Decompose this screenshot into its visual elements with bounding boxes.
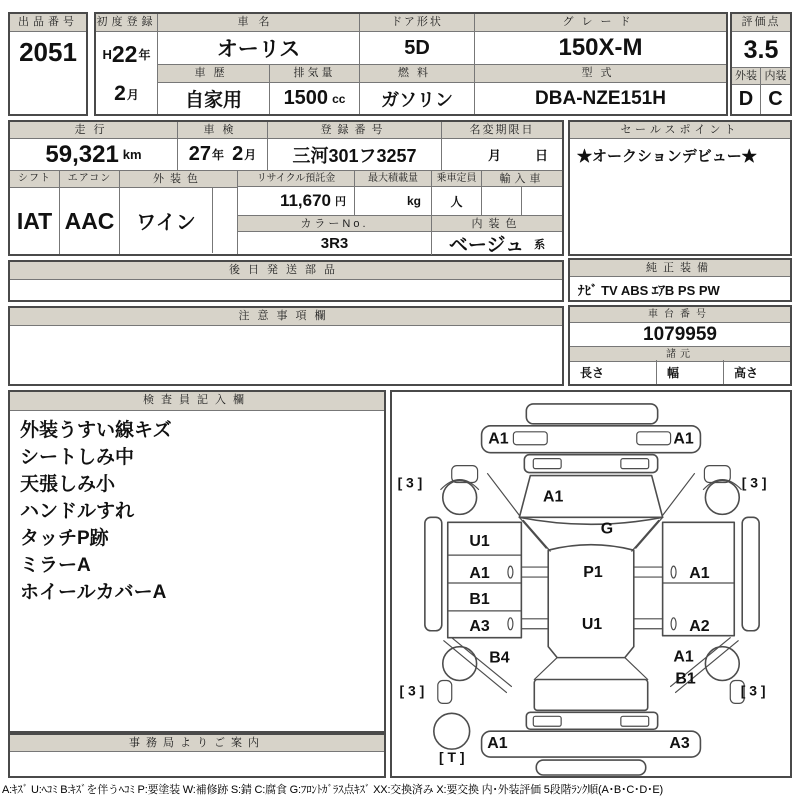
specs-label: 諸元: [570, 346, 790, 362]
rear-wheel-left: [443, 481, 477, 515]
capacity-label: 乗車定員: [432, 171, 482, 187]
inspector-note-line: ハンドルすれ: [20, 501, 135, 522]
damage-diagram-box: [390, 390, 792, 778]
door-handle: [508, 566, 513, 578]
damage-mark: G: [600, 520, 614, 538]
sales-point-label: セールスポイント: [570, 122, 790, 139]
rear-gate-strip: [524, 455, 657, 473]
damage-mark: [ 3 ]: [740, 682, 766, 699]
mileage-unit: km: [122, 147, 142, 162]
sales-point-value: ★オークションデビュー★: [577, 148, 757, 165]
registration-number-label: 登録番号: [268, 122, 441, 139]
exterior-color-subcell: [212, 187, 238, 253]
door-handle: [508, 618, 513, 630]
exterior-color-label: 外装色: [120, 171, 237, 188]
shift-label: シフト: [10, 171, 59, 188]
exterior-label: 外装: [732, 68, 761, 85]
front-bumper: [482, 731, 701, 757]
spec-length-label: 長さ: [570, 360, 657, 384]
fuel-cell: [360, 64, 475, 114]
name-change-label: 名変期限日: [442, 122, 562, 139]
fuel-value: ガソリン: [381, 89, 453, 110]
first-registration-cell: [96, 14, 158, 114]
score-box: [730, 12, 792, 116]
recycle-label: リサイクル預託金: [238, 171, 355, 187]
capacity-value: 人: [432, 187, 482, 215]
inspector-notes-box: [8, 390, 386, 733]
recycle-unit: 円: [335, 196, 346, 208]
rear-bumper: [482, 426, 701, 453]
rear-wheel-right: [705, 481, 739, 515]
score-label: 評価点: [732, 14, 790, 32]
color-number-value: 3R3: [238, 232, 432, 255]
import-label: 輸入車: [482, 171, 562, 187]
damage-mark: U1: [581, 615, 603, 633]
max-load-label: 最大積載量: [355, 171, 432, 187]
year-unit: 年: [138, 47, 151, 62]
import-subcell-right: [522, 187, 562, 215]
name-change-month: 月: [487, 148, 501, 163]
model-code-value: DBA-NZE151H: [535, 87, 666, 109]
interior-color-suffix: 系: [534, 238, 546, 251]
exterior-color-value: ワイン: [136, 211, 196, 234]
registration-block: [8, 120, 564, 256]
door-shape-cell: [360, 14, 475, 64]
car-history-label: 車歴: [158, 65, 269, 83]
lot-number-label: 出品番号: [10, 14, 86, 32]
first-registration-year: [96, 32, 157, 76]
score-subheader-row: [732, 67, 790, 84]
inspection-month-unit: 月: [244, 148, 257, 162]
color-number-label: カラーNo.: [238, 215, 432, 232]
door-handle: [671, 618, 676, 630]
fuel-label: 燃料: [360, 65, 474, 83]
cautions-label: 注意事項欄: [10, 308, 562, 326]
rear-plate-left: [513, 432, 547, 445]
interior-color-value: [432, 232, 562, 255]
first-registration-month-number: 2: [114, 82, 126, 105]
displacement-cell: [270, 64, 360, 114]
inspection-year-unit: 年: [212, 148, 225, 162]
lot-number-box: [8, 12, 88, 116]
side-sill-left: [425, 517, 442, 630]
inspection-year: 27: [188, 143, 212, 165]
score-value: 3.5: [743, 35, 779, 64]
spec-height-label: 高さ: [734, 365, 759, 380]
name-change-value: [442, 139, 562, 170]
aircon-cell: [60, 170, 120, 254]
car-name-value: オーリス: [216, 38, 301, 61]
damage-mark: A1: [543, 488, 564, 506]
mileage-number: 59,321: [45, 140, 119, 168]
car-history-cell: [158, 64, 270, 114]
roof-curve: [519, 517, 662, 524]
wheel-tab-left: [438, 680, 452, 703]
equipment-value: ﾅﾋﾞ TV ABS ｴｱB PS PW: [578, 283, 720, 298]
pillar-left: [519, 517, 550, 551]
exterior-color-cell: [120, 170, 238, 254]
damage-mark: A1: [673, 648, 694, 666]
front-lip: [536, 760, 645, 775]
max-load-value: kg: [355, 187, 432, 215]
damage-mark: A1: [469, 565, 490, 583]
displacement-value: [270, 83, 359, 114]
registration-number-cell: [268, 122, 442, 170]
interior-grade: C: [768, 88, 783, 110]
displacement-label: 排気量: [270, 65, 359, 83]
registration-number-value: 三河301フ3257: [292, 145, 417, 166]
sales-point-box: [568, 120, 792, 256]
mileage-label: 走行: [10, 122, 177, 139]
rear-window: [519, 476, 662, 518]
first-registration-label: 初度登録: [96, 14, 157, 32]
windshield: [534, 680, 647, 711]
damage-mark: A1: [689, 565, 710, 583]
inspector-note-line: ホイールカバーA: [20, 582, 167, 603]
damage-mark: A1: [488, 430, 509, 448]
rear-roof-strip: [526, 404, 657, 424]
damage-mark: A2: [689, 617, 710, 635]
car-name-cell: [158, 14, 360, 64]
displacement-unit: cc: [332, 91, 346, 106]
door-handle: [671, 566, 676, 578]
first-registration-year-number: 22: [111, 40, 138, 67]
inspection-label: 車検: [178, 122, 267, 139]
inspector-note-line: 天張しみ小: [20, 474, 116, 495]
lot-number-value: 2051: [19, 36, 77, 67]
model-code-cell: [475, 64, 726, 114]
interior-color-label: 内装色: [432, 215, 562, 232]
side-sill-right: [742, 517, 759, 630]
damage-mark: A1: [673, 430, 694, 448]
damage-mark: [ 3 ]: [397, 474, 423, 491]
quarter-line-right: [663, 474, 695, 516]
door-shape-value: 5D: [404, 36, 430, 59]
inspector-note-line: 外装うすい線キズ: [20, 420, 172, 441]
shift-value: IAT: [16, 207, 53, 234]
rear-plate-right: [637, 432, 671, 445]
model-code-label: 型式: [475, 65, 726, 83]
car-damage-diagram: [392, 392, 790, 776]
era-prefix: H: [102, 46, 112, 62]
interior-label: 内装: [761, 68, 790, 85]
interior-color-name: ベージュ: [448, 235, 525, 256]
cautions-box: [8, 306, 564, 386]
shift-cell: [10, 170, 60, 254]
windshield-flare: [534, 658, 647, 680]
import-subcell-left: [482, 187, 522, 215]
specs-row: [570, 360, 790, 384]
roof-panel: [548, 545, 634, 658]
legend-text: A:ｷｽﾞ U:ﾍｺﾐ B:ｷｽﾞを伴うﾍｺﾐ P:要塗装 W:補修跡 S:錆 C:腐食 G:ﾌﾛﾝﾄｶﾞﾗｽ点ｷｽﾞ XX:交換済み X:要交換 内･外装評価 5段階ﾗﾝｸ順(A･B･C･D･E): [2, 784, 664, 796]
inspection-value: [178, 139, 267, 170]
chassis-label: 車台番号: [570, 307, 790, 323]
recycle-block: [238, 170, 562, 254]
chassis-box: [568, 305, 792, 386]
inspector-note-line: シートしみ中: [20, 447, 135, 468]
month-unit: 月: [126, 87, 139, 102]
damage-mark: B1: [675, 670, 696, 688]
later-parts-label: 後日発送部品: [10, 262, 562, 280]
headlight-left: [533, 716, 561, 726]
rear-lamp-right: [621, 459, 649, 469]
car-history-value: 自家用: [184, 90, 242, 111]
spec-width-label: 幅: [657, 360, 724, 384]
chassis-value: 1079959: [643, 323, 717, 345]
inspection-cell: [178, 122, 268, 170]
damage-mark: U1: [469, 533, 490, 551]
aircon-label: エアコン: [60, 171, 119, 188]
inspector-notes-label: 検査員記入欄: [10, 392, 384, 411]
grade-label: グレード: [475, 14, 726, 32]
aircon-value: AAC: [64, 207, 115, 234]
score-grade-row: [732, 84, 790, 114]
grade-value: 150X-M: [558, 34, 643, 61]
damage-mark: A1: [487, 735, 508, 753]
equipment-box: [568, 258, 792, 302]
damage-mark: B4: [489, 649, 510, 667]
name-change-day: 日: [534, 148, 548, 163]
headlight-right: [621, 716, 649, 726]
car-name-label: 車名: [158, 14, 359, 32]
equipment-label: 純正装備: [570, 260, 790, 277]
door-shape-label: ドア形状: [360, 14, 474, 32]
name-change-cell: [442, 122, 562, 170]
inspector-note-line: タッチP跡: [20, 528, 109, 549]
recycle-value: [238, 187, 355, 215]
mileage-value: [10, 139, 177, 170]
inspection-month: 2: [232, 143, 244, 165]
damage-mark: [ 3 ]: [741, 474, 767, 491]
inspector-note-line: ミラーA: [20, 555, 91, 576]
door-lines-right: [634, 567, 663, 629]
later-parts-box: [8, 260, 564, 302]
damage-mark: A3: [669, 735, 690, 753]
office-notice-label: 事務局よりご案内: [10, 735, 384, 752]
grade-cell: [475, 14, 726, 64]
spare-tire: [434, 713, 470, 749]
vehicle-info-box: [94, 12, 728, 116]
office-notice-box: [8, 733, 386, 778]
damage-mark: P1: [583, 564, 603, 582]
displacement-number: 1500: [283, 87, 329, 109]
damage-mark: B1: [469, 590, 490, 608]
quarter-line-left: [488, 474, 520, 516]
pillar-right: [632, 517, 663, 551]
damage-mark: [ 3 ]: [399, 682, 425, 699]
door-lines-left: [521, 567, 548, 629]
inspector-notes-list: [10, 411, 384, 612]
rear-lamp-left: [533, 459, 561, 469]
recycle-amount: 11,670: [279, 191, 331, 210]
mileage-cell: [10, 122, 178, 170]
exterior-grade: D: [732, 85, 761, 114]
first-registration-month: [96, 76, 157, 112]
damage-mark: [ T ]: [438, 749, 465, 766]
damage-mark: A3: [469, 617, 490, 635]
